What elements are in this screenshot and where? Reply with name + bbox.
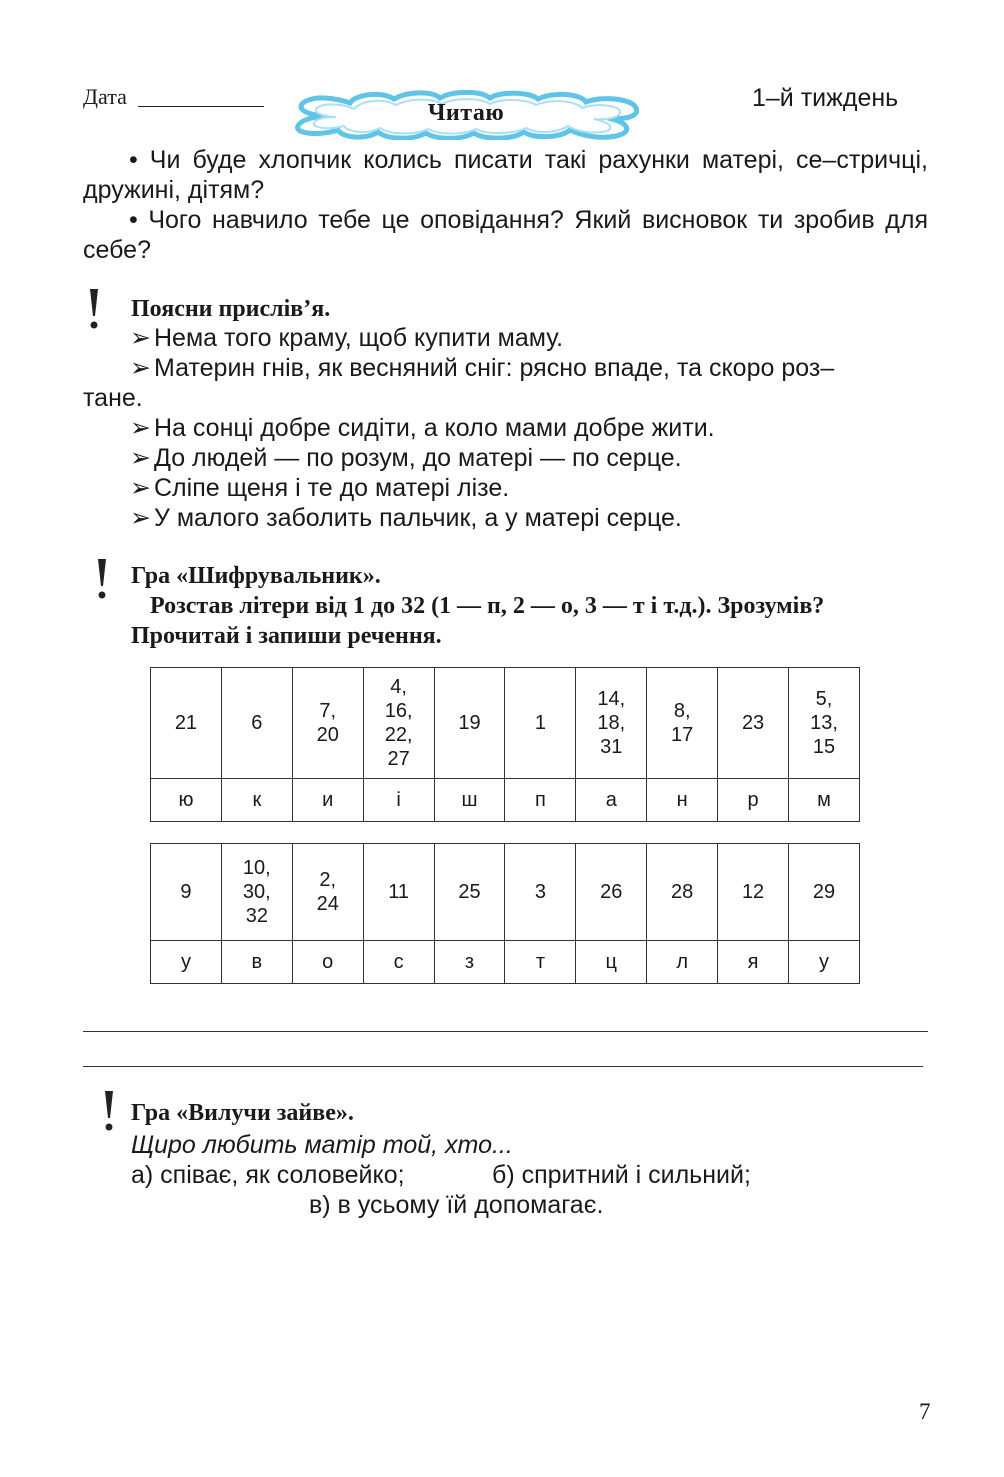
week-label: 1–й тиждень [752, 84, 899, 112]
numbers-row [151, 668, 860, 779]
odd-one-out-title: Гра «Вилучи зайве». [131, 1100, 354, 1126]
proverb-item: ➢ До людей — по розум, до матері — по серце. [130, 444, 682, 472]
letter-cell: о [292, 941, 363, 984]
letter-cell: а [576, 779, 647, 822]
number-cell: 2, 24 [292, 844, 363, 941]
number-cell: 25 [434, 844, 505, 941]
number-cell: 5, 13, 15 [789, 668, 860, 779]
number-cell: 1 [505, 668, 576, 779]
letter-cell: у [789, 941, 860, 984]
odd-one-out-prompt: Щиро любить матір той, хто... [131, 1131, 513, 1159]
cipher-table-2 [150, 843, 860, 984]
arrow-icon: ➢ [130, 414, 151, 442]
proverb-item: ➢ Нема того краму, щоб купити маму. [130, 324, 564, 352]
letter-cell: р [718, 779, 789, 822]
date-label: Дата [83, 84, 127, 109]
arrow-icon: ➢ [130, 324, 151, 352]
letter-cell: с [363, 941, 434, 984]
letter-cell: у [151, 941, 222, 984]
letter-cell: и [292, 779, 363, 822]
number-cell: 11 [363, 844, 434, 941]
answer-line[interactable] [83, 1066, 923, 1067]
letters-row [151, 941, 860, 984]
date-line [138, 106, 264, 107]
proverb-item: ➢ Материн гнів, як весняний сніг: рясно впаде, та скоро роз– [130, 354, 835, 382]
arrow-icon: ➢ [130, 354, 151, 382]
letter-cell: т [505, 941, 576, 984]
number-cell: 14, 18, 31 [576, 668, 647, 779]
number-cell: 10, 30, 32 [221, 844, 292, 941]
option-c[interactable]: в) в усьому їй допомагає. [309, 1191, 604, 1219]
letters-row [151, 779, 860, 822]
letter-cell: к [221, 779, 292, 822]
arrow-icon: ➢ [130, 504, 151, 532]
letter-cell: в [221, 941, 292, 984]
proverb-item: ➢ У малого заболить пальчик, а у матері серце. [130, 504, 682, 532]
letter-cell: я [718, 941, 789, 984]
number-cell: 26 [576, 844, 647, 941]
proverb-item-continuation: тане. [83, 384, 143, 412]
number-cell: 6 [221, 668, 292, 779]
number-cell: 7, 20 [292, 668, 363, 779]
numbers-row [151, 844, 860, 941]
letter-cell: ю [151, 779, 222, 822]
letter-cell: ш [434, 779, 505, 822]
number-cell: 23 [718, 668, 789, 779]
option-b[interactable]: б) спритний і сильний; [492, 1161, 751, 1189]
letter-cell: м [789, 779, 860, 822]
number-cell: 12 [718, 844, 789, 941]
cipher-table-1 [150, 667, 860, 822]
option-a[interactable]: а) співає, як соловейко; [131, 1161, 405, 1189]
question-2: • Чого навчило тебе це оповідання? Який висновок ти зробив для себе? [83, 206, 928, 264]
answer-line[interactable] [83, 1031, 928, 1032]
exclamation-icon [95, 558, 109, 600]
exclamation-icon [102, 1090, 116, 1132]
cipher-instruction-2: Прочитай і запиши речення. [131, 623, 442, 649]
cipher-title: Гра «Шифрувальник». [131, 563, 381, 589]
proverbs-title: Поясни прислів’я. [131, 296, 331, 322]
number-cell: 29 [789, 844, 860, 941]
number-cell: 9 [151, 844, 222, 941]
arrow-icon: ➢ [130, 444, 151, 472]
number-cell: 21 [151, 668, 222, 779]
letter-cell: л [647, 941, 718, 984]
arrow-icon: ➢ [130, 474, 151, 502]
letter-cell: з [434, 941, 505, 984]
letter-cell: і [363, 779, 434, 822]
section-title: Читаю [427, 100, 505, 126]
number-cell: 3 [505, 844, 576, 941]
number-cell: 19 [434, 668, 505, 779]
cipher-instruction: Розстав літери від 1 до 32 (1 — п, 2 — о, 3 — т і т.д.). Зрозумів? [150, 593, 825, 619]
letter-cell: ц [576, 941, 647, 984]
question-1: • Чи буде хлопчик колись писати такі рахунки матері, се–стричці, дружині, дітям? [83, 146, 928, 204]
proverb-item: ➢ Сліпе щеня і те до матері лізе. [130, 474, 510, 502]
number-cell: 28 [647, 844, 718, 941]
page-number: 7 [919, 1399, 931, 1424]
number-cell: 4, 16, 22, 27 [363, 668, 434, 779]
exclamation-icon [87, 288, 101, 330]
letter-cell: п [505, 779, 576, 822]
proverb-item: ➢ На сонці добре сидіти, а коло мами добре жити. [130, 414, 715, 442]
letter-cell: н [647, 779, 718, 822]
number-cell: 8, 17 [647, 668, 718, 779]
